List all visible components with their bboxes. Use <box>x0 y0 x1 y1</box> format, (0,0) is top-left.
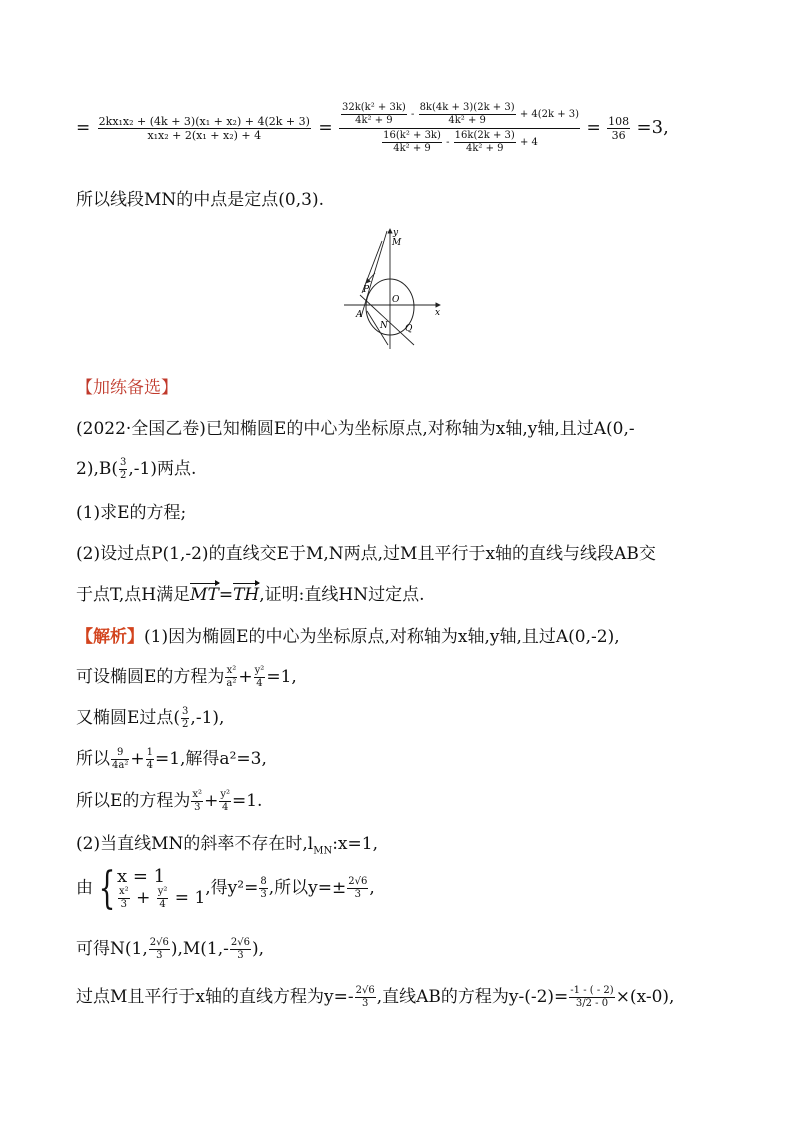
fraction: $\frac{3}{2}$ <box>119 457 127 481</box>
fraction: $\frac{\text{x²}}{3}$ <box>119 886 129 911</box>
vector-mt: MT <box>190 582 219 608</box>
problem-line-2: 2),B( $\frac{3}{2}$ ,-1)两点. <box>76 457 197 481</box>
fraction: $\frac{2√6}{3}$ <box>230 937 250 961</box>
fraction: $\frac{1}{4}$ <box>146 747 153 771</box>
label-M: M <box>392 238 402 248</box>
left-brace: { <box>98 862 116 914</box>
fraction: $\frac{9}{\text{4a²}}$ <box>112 747 129 771</box>
solution-line-5: 所以E的方程为 $\frac{\text{x²}}{3}$ + $\frac{\text{y²}}{4}$ =1. <box>76 789 263 813</box>
equals-sign: = <box>76 118 91 138</box>
sub-fraction: $\frac{16k(2k + 3)}{\text{4k² + 9}}$ <box>454 130 515 154</box>
fraction: $\frac{3}{2}$ <box>182 706 189 730</box>
label-P: P <box>363 285 370 295</box>
section-header-text: 【加练备选】 <box>76 378 178 398</box>
label-Q: Q <box>405 324 413 334</box>
nested-fraction <box>339 103 580 154</box>
question-2-line-1: (2)设过点P(1,-2)的直线交E于M,N两点,过M且平行于x轴的直线与线段AB交 <box>76 544 656 564</box>
solution-line-6: (2)当直线MN的斜率不存在时$,l_{MN}:x=1$, <box>76 834 378 857</box>
label-O: O <box>392 295 400 305</box>
minus-sign: - <box>446 137 450 148</box>
equals-sign: = <box>586 118 601 138</box>
conclusion-text: 所以线段MN的中点是定点(0,3). <box>76 190 324 210</box>
ellipse-figure <box>340 225 450 353</box>
fraction-expansion <box>98 116 311 141</box>
term: + 4 <box>519 137 538 148</box>
solution-line-1: 【解析】(1)因为椭圆E的中心为坐标原点,对称轴为x轴,y轴,且过A(0,-2), <box>76 627 620 647</box>
solution-line-2: 可设椭圆E的方程为 $\frac{\text{x²}}{\text{a²}}$ + $\frac{\text{y²}}{4}$ =1, <box>76 665 297 689</box>
label-A: A <box>356 310 363 320</box>
line-pq <box>360 295 414 345</box>
sub-fraction: $\frac{8k(4k + 3)(2k + 3)}{\text{4k² + 9}}$ <box>419 102 515 126</box>
fraction: $\frac{2√6}{3}$ <box>355 985 375 1009</box>
sub-fraction: $\frac{\text{32k(k² + 3k)}}{\text{4k² + 9}}$ <box>341 102 406 126</box>
fraction: $\frac{\text{y²}}{4}$ <box>157 886 168 911</box>
fraction: $\frac{\text{y²}}{4}$ <box>254 665 265 689</box>
fraction: $\frac{\text{y²}}{4}$ <box>220 789 230 813</box>
nested-numerator <box>339 103 580 129</box>
fraction: $\frac{-1 - ( - 2)}{3/2 - 0}$ <box>570 985 614 1009</box>
fraction-denominator: x₁x₂ + 2(x₁ + x₂) + 4 <box>147 129 262 142</box>
solution-line-9: 过点M且平行于x轴的直线方程为y=- $\frac{2√6}{3}$ ,直线AB的方程为y-(-2)= $\frac{-1 - ( - 2)}{3/2 - 0}$ ×(x-0), <box>76 985 675 1009</box>
vector-th: TH <box>233 582 259 608</box>
sub-fraction: $\frac{\text{16(k² + 3k)}}{\text{4k² + 9}}$ <box>383 130 441 154</box>
fraction: $\frac{2√6}{3}$ <box>348 876 368 900</box>
solution-line-4: 所以 $\frac{9}{\text{4a²}}$ + $\frac{1}{4}$ =1,解得a²=3, <box>76 747 267 771</box>
fraction-result: $\frac{108}{36}$ <box>608 115 630 142</box>
question-1: (1)求E的方程; <box>76 503 187 523</box>
section-header <box>76 375 178 401</box>
label-N: N <box>380 321 388 331</box>
minus-sign: - <box>410 109 415 120</box>
fraction: $\frac{\text{x²}}{\text{a²}}$ <box>226 665 237 689</box>
solution-line-3: 又椭圆E过点( $\frac{3}{2}$ ,-1), <box>76 706 225 730</box>
equation-system: x = 1 $\frac{\text{x²}}{3}$ + $\frac{\text{y²}}{4}$ = 1 <box>117 865 206 911</box>
question-2-line-2: 于点T,点H满足MT=TH,证明:直线HN过定点. <box>76 582 425 608</box>
result-text: =3, <box>636 117 669 138</box>
problem-line-1: (2022·全国乙卷)已知椭圆E的中心为坐标原点,对称轴为x轴,y轴,且过A(0,- <box>76 419 635 439</box>
solution-line-8: 可得N(1, $\frac{2√6}{3}$ ),M(1,- $\frac{2√6}{3}$ ), <box>76 937 265 961</box>
nested-denominator <box>339 129 580 154</box>
label-y: y <box>393 228 399 238</box>
term: + 4(2k + 3) <box>519 109 580 120</box>
solution-line-7: 由 { x = 1 $\frac{\text{x²}}{3}$ + $\frac{\text{y²}}{4}$ = 1 ,得y²= $\frac{8}{3}$ ,所以y=± $\frac{2√6}{3}$ , <box>76 862 375 914</box>
fraction-numerator: 2kx₁x₂ + (4k + 3)(x₁ + x₂) + 4(2k + 3) <box>98 115 310 128</box>
label-x: x <box>435 308 441 318</box>
fraction: $\frac{2√6}{3}$ <box>149 937 169 961</box>
solution-tag: 【解析】 <box>76 627 144 647</box>
fraction: $\frac{\text{x²}}{3}$ <box>192 789 203 813</box>
fraction: $\frac{8}{3}$ <box>260 876 267 900</box>
equals-sign: = <box>318 118 333 138</box>
formula-line <box>76 98 669 164</box>
